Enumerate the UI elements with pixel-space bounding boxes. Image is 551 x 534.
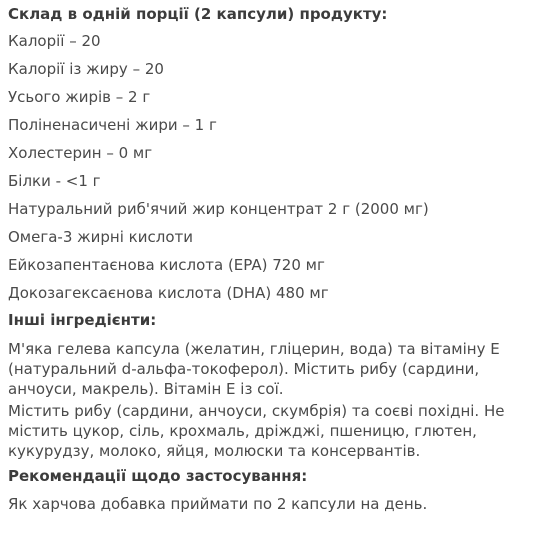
composition-item: Ейкозапентаєнова кислота (EPA) 720 мг: [8, 256, 325, 274]
other-ingredients-heading: Інші інгредієнти:: [8, 311, 157, 329]
composition-item: Холестерин – 0 мг: [8, 144, 153, 162]
composition-item: Калорії – 20: [8, 32, 101, 50]
composition-item: Усього жирів – 2 г: [8, 88, 151, 106]
composition-item: Омега-3 жирні кислоти: [8, 228, 193, 246]
other-ingredients-paragraph: М'яка гелева капсула (желатин, гліцерин, вода) та вітаміну Е (натуральний d-альфа-токоферол). Містить рибу (сардини, анчоуси, макрель). Вітамін Е із сої.: [8, 340, 500, 398]
composition-item: Поліненасичені жири – 1 г: [8, 116, 217, 134]
composition-item: Білки - <1 г: [8, 172, 101, 190]
composition-item: Натуральний риб'ячий жир концентрат 2 г (2000 мг): [8, 200, 429, 218]
composition-heading: Склад в одній порції (2 капсули) продукту:: [8, 5, 388, 23]
composition-item: Калорії із жиру – 20: [8, 60, 164, 78]
usage-text: Як харчова добавка приймати по 2 капсули на день.: [8, 495, 428, 513]
composition-item: Докозагексаєнова кислота (DHA) 480 мг: [8, 284, 329, 302]
allergen-paragraph: Містить рибу (сардини, анчоуси, скумбрія) та соєві похідні. Не містить цукор, сіль, крохмаль, дріжджі, пшеницю, глютен, кукурудзу, молоко, яйця, молюски та консервантів.: [8, 402, 505, 460]
usage-heading: Рекомендації щодо застосування:: [8, 467, 308, 485]
